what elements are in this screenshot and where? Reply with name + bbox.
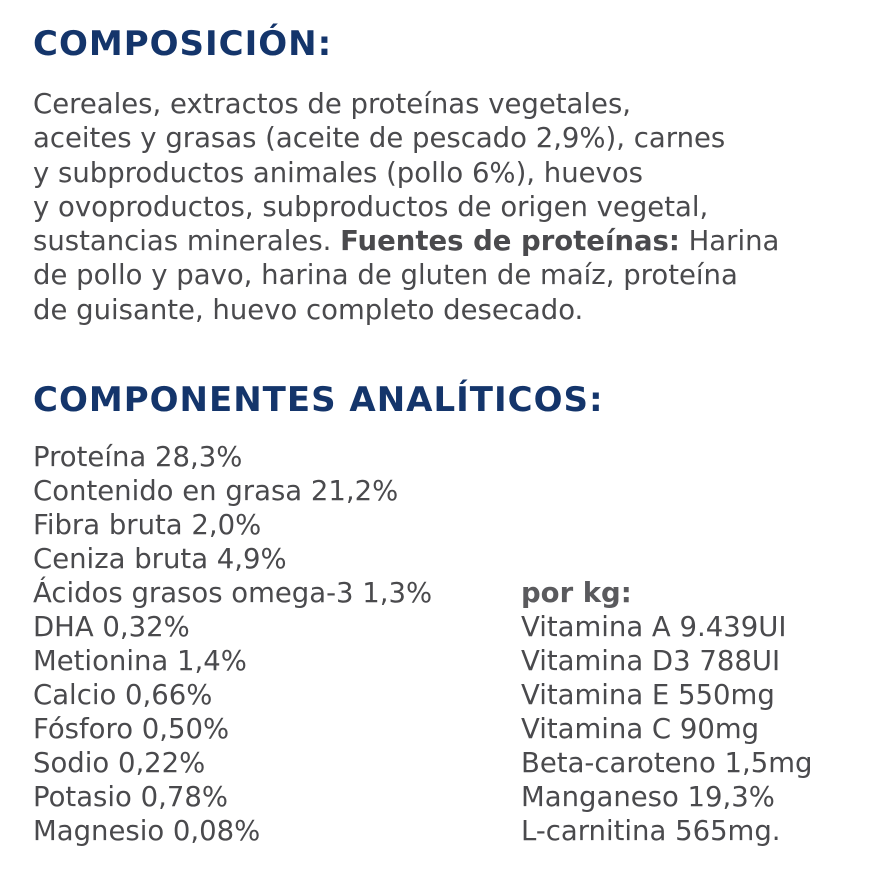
composition-line: de guisante, huevo completo desecado. <box>33 293 584 326</box>
vitamin-item-c: Vitamina C 90mg <box>521 713 760 745</box>
analytics-heading: COMPONENTES ANALÍTICOS: <box>33 380 604 420</box>
analytic-item-dha: DHA 0,32% <box>33 611 190 643</box>
vitamin-item-l-carnitine: L-carnitina 565mg. <box>521 815 781 847</box>
analytic-item-ash: Ceniza bruta 4,9% <box>33 543 287 575</box>
composition-text <box>33 87 863 327</box>
composition-line: y subproductos animales (pollo 6%), huevos <box>33 156 643 189</box>
analytic-item-fat: Contenido en grasa 21,2% <box>33 475 399 507</box>
vitamin-item-e: Vitamina E 550mg <box>521 679 775 711</box>
vitamin-item-a: Vitamina A 9.439UI <box>521 611 787 643</box>
vitamin-item-beta-carotene: Beta-caroteno 1,5mg <box>521 747 813 779</box>
analytic-item-calcium: Calcio 0,66% <box>33 679 213 711</box>
analytic-item-methionine: Metionina 1,4% <box>33 645 247 677</box>
analytic-item-magnesium: Magnesio 0,08% <box>33 815 261 847</box>
composition-line: aceites y grasas (aceite de pescado 2,9%), carnes <box>33 122 726 155</box>
composition-line: Cereales, extractos de proteínas vegetales, <box>33 88 632 120</box>
composition-line: sustancias minerales. Fuentes de proteínas: Harina <box>33 225 780 258</box>
analytic-item-protein: Proteína 28,3% <box>33 441 243 473</box>
analytic-item-omega3: Ácidos grasos omega-3 1,3% <box>33 577 433 609</box>
vitamin-item-manganese: Manganeso 19,3% <box>521 781 775 813</box>
protein-sources-label: Fuentes de proteínas: <box>340 225 680 258</box>
per-kg-label: por kg: <box>521 577 632 609</box>
analytic-item-phosphorus: Fósforo 0,50% <box>33 713 230 745</box>
vitamin-item-d3: Vitamina D3 788UI <box>521 645 781 677</box>
composition-heading: COMPOSICIÓN: <box>33 24 333 64</box>
composition-line: y ovoproductos, subproductos de origen vegetal, <box>33 190 709 223</box>
analytic-item-potassium: Potasio 0,78% <box>33 781 228 813</box>
analytic-item-sodium: Sodio 0,22% <box>33 747 206 779</box>
analytics-list <box>33 440 432 848</box>
composition-line: de pollo y pavo, harina de gluten de maíz, proteína <box>33 259 738 292</box>
vitamins-list <box>521 576 813 848</box>
analytic-item-fiber: Fibra bruta 2,0% <box>33 509 262 541</box>
